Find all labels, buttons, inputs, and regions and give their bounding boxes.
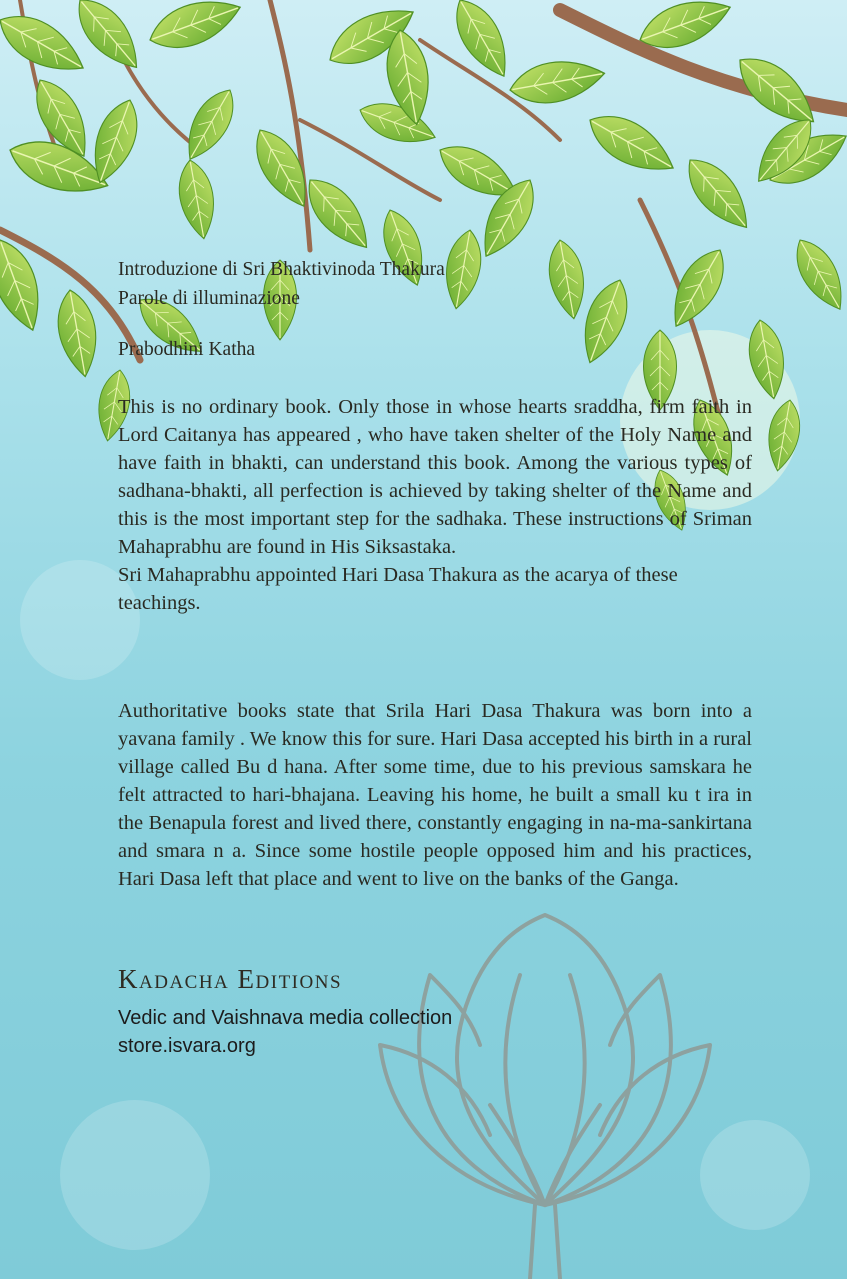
- intro-heading: [118, 255, 752, 313]
- paragraph-text: This is no ordinary book. Only those in whose hearts sraddha, firm faith in Lord Caitanya has appeared , who have taken shelter of the Holy Name and have faith in bhakti, can understand this book. Among the various types of sadhana-bhakti, all perfection is achieved by taking shelter of the Name and this is the most important step for the sadhaka. These instructions of Sriman Mahaprabhu are found in His Siksastaka.: [118, 396, 752, 558]
- paragraph-text: Authoritative books state that Srila Hari Dasa Thakura was born into a yavana family . We know this for sure. Hari Dasa accepted his birth in a rural village called Bu d hana. After some time, due to his previous samskara he felt attracted to hari-bhajana. Leaving his home, he built a small ku t ira in the Benapula forest and lived there, constantly engaging in na-ma-sankirtana and smara n a. Since some hostile people opposed him and his practices, Hari Dasa left that place and went to live on the banks of the Ganga.: [118, 700, 752, 890]
- publisher-website[interactable]: store.isvara.org: [118, 1035, 256, 1057]
- intro-line: Parole di illuminazione: [118, 288, 300, 309]
- paragraph-text: Sri Mahaprabhu appointed Hari Dasa Thakura as the acarya of these teachings.: [118, 564, 678, 614]
- lotus-illustration: [370, 905, 720, 1279]
- publisher-tagline: Vedic and Vaishnava media collection: [118, 1007, 453, 1029]
- publisher-name: Kadacha Editions: [118, 964, 343, 994]
- paragraph-1: [118, 393, 752, 617]
- subtitle: Prabodhini Katha: [118, 339, 256, 360]
- paragraph-2: [118, 697, 752, 893]
- bokeh-light: [60, 1100, 210, 1250]
- intro-line: Introduzione di Sri Bhaktivinoda Thakura: [118, 259, 445, 280]
